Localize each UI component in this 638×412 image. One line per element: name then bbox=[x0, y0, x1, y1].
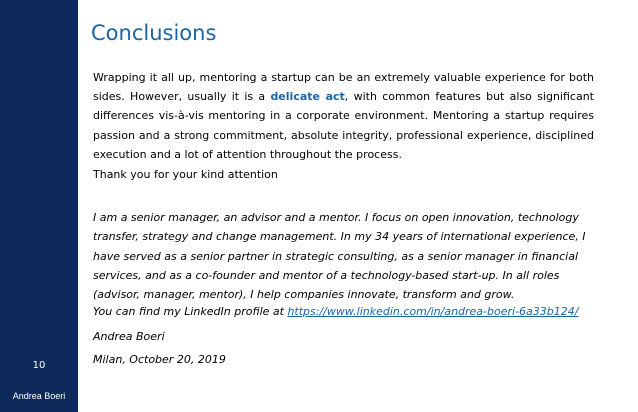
author-bio: I am a senior manager, an advisor and a mentor. I focus on open innovation, technology transfer, strategy and change management. In my 34 years of international experience, I have served as a senior partner in strategic consulting, as a senior manager in financial services, and as a co-founder and mentor of a technology-based start-up. In all roles (advisor, manager, mentor), I help companies innovate, transform and grow. bbox=[93, 211, 586, 302]
conclusion-paragraph bbox=[93, 68, 594, 164]
linkedin-line bbox=[93, 305, 578, 318]
signature-date: Milan, October 20, 2019 bbox=[93, 353, 226, 366]
conclusion-text-start: Wrapping it all up, mentoring a startup can be an extremely valuable experience for both sides. However, usually it is a bbox=[93, 71, 594, 104]
page-title: Conclusions bbox=[91, 21, 217, 45]
sidebar bbox=[0, 0, 78, 412]
signature-name: Andrea Boeri bbox=[93, 330, 165, 343]
page-number: 10 bbox=[32, 360, 46, 371]
linkedin-prefix: You can find my LinkedIn profile at bbox=[93, 305, 288, 318]
sidebar-author: Andrea Boeri bbox=[12, 391, 66, 401]
thanks-line: Thank you for your kind attention bbox=[93, 168, 278, 181]
conclusion-text-end: , with common features but also significant differences vis-à-vis mentoring in a corporate environment. Mentoring a startup requires passion and a strong commitment, absolute integrity, professional experience, disciplined execution and a lot of attention throughout the process. bbox=[93, 90, 594, 161]
linkedin-link[interactable]: https://www.linkedin.com/in/andrea-boeri-6a33b124/ bbox=[287, 305, 579, 318]
highlight-delicate-act: delicate act bbox=[270, 90, 345, 104]
